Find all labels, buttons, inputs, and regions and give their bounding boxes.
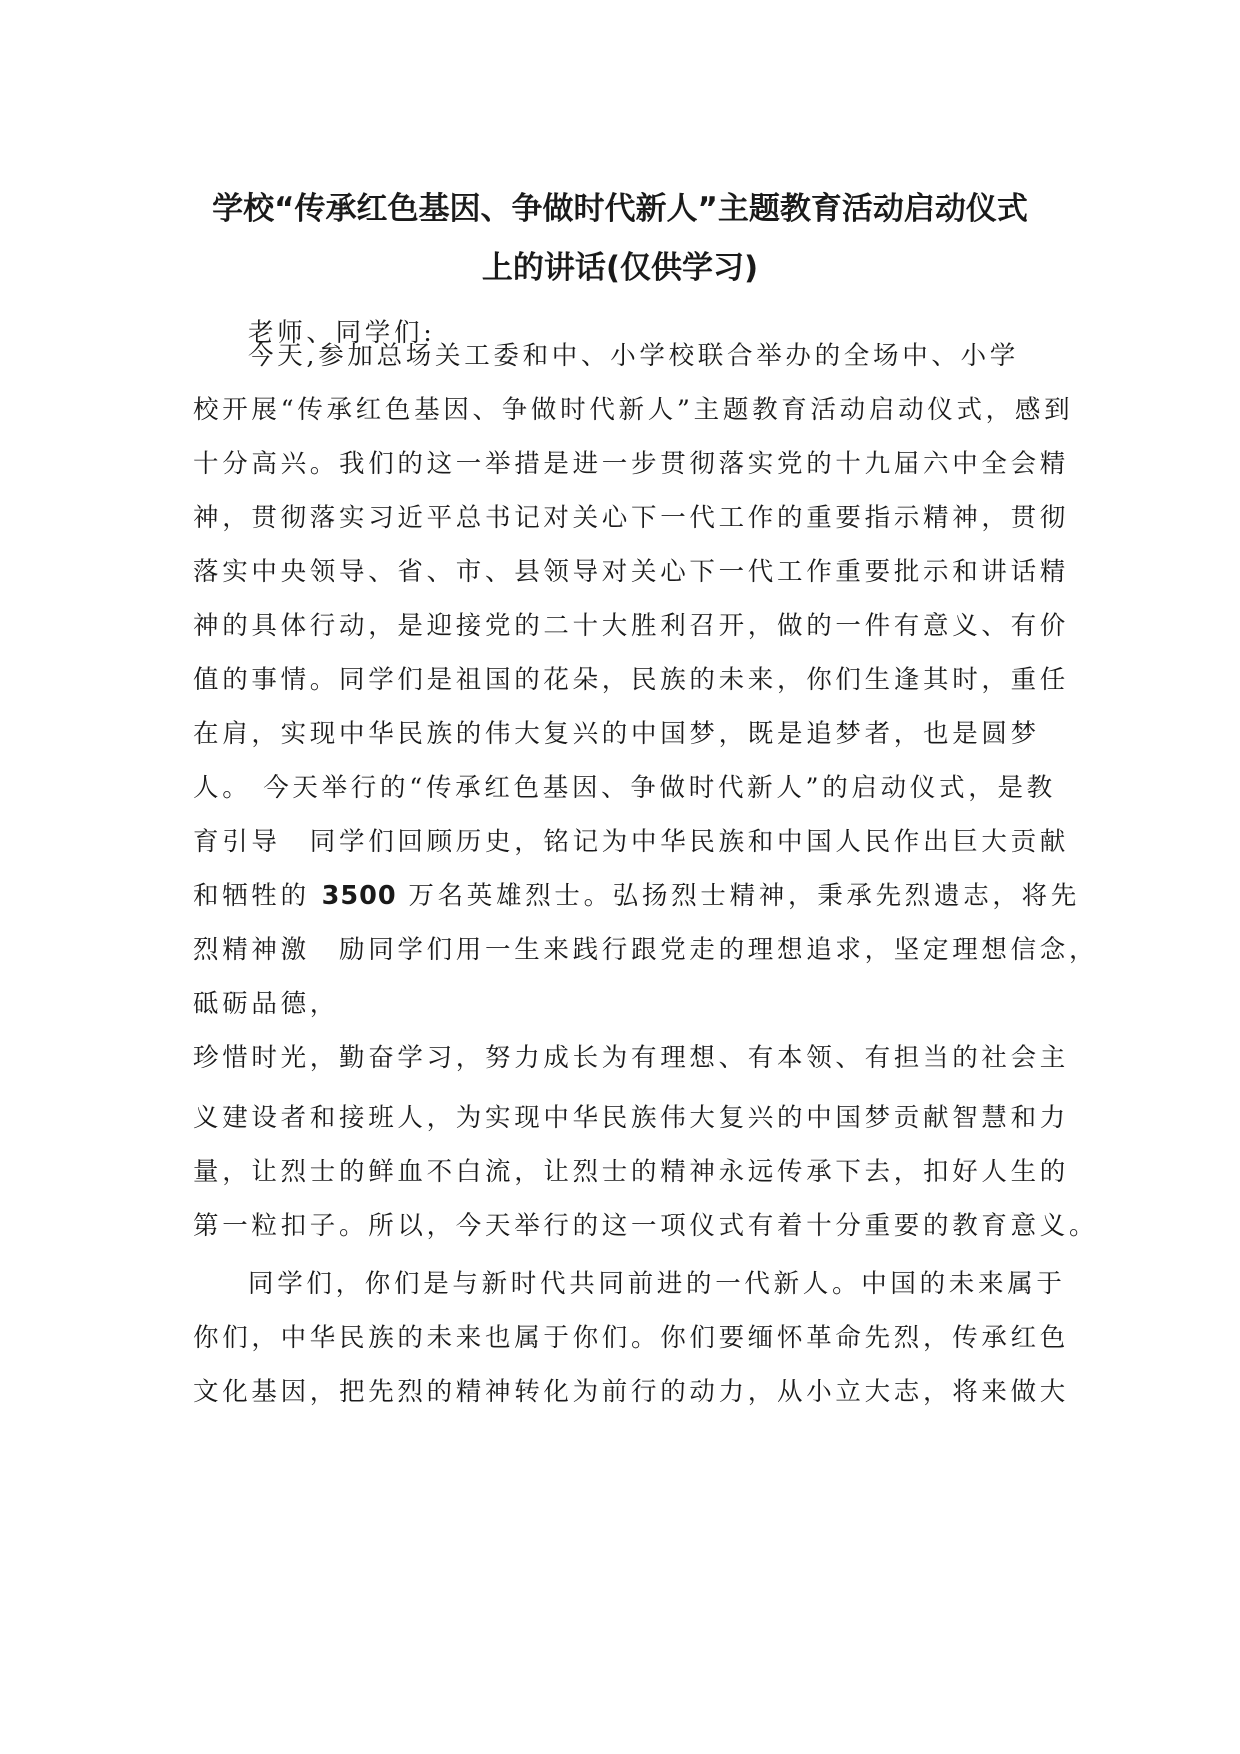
body-line-18: 同学们，你们是与新时代共同前进的一代新人。中国的未来属于 [248, 1269, 1066, 1299]
body-line-11-before: 和牺牲的 [193, 881, 322, 911]
body-line-8: 在肩，实现中华民族的伟大复兴的中国梦，既是追梦者，也是圆梦 [193, 719, 1040, 749]
body-line-2: 校开展“传承红色基因、争做时代新人”主题教育活动启动仪式，感到 [193, 395, 1074, 425]
body-line-1: 今天,参加总场关工委和中、小学校联合举办的全场中、小学 [248, 341, 1020, 371]
body-line-15: 义建设者和接班人，为实现中华民族伟大复兴的中国梦贡献智慧和力 [193, 1103, 1070, 1133]
body-line-13: 砥砺品德， [193, 989, 340, 1019]
body-line-5: 落实中央领导、省、市、县领导对关心下一代工作重要批示和讲话精 [193, 557, 1070, 587]
body-line-12: 烈精神激 励同学们用一生来践行跟党走的理想追求，坚定理想信念， [193, 935, 1099, 965]
document-title-line-1: 学校“传承红色基因、争做时代新人”主题教育活动启动仪式 [212, 191, 1028, 227]
body-line-20: 文化基因，把先烈的精神转化为前行的动力，从小立大志，将来做大 [193, 1377, 1070, 1407]
body-line-14: 珍惜时光，勤奋学习，努力成长为有理想、有本领、有担当的社会主 [193, 1043, 1070, 1073]
salutation: 老师、同学们: [248, 318, 436, 348]
body-line-11-after: 万名英雄烈士。弘扬烈士精神，秉承先烈遗志，将先 [396, 881, 1081, 911]
body-line-10: 育引导 同学们回顾历史，铭记为中华民族和中国人民作出巨大贡献 [193, 827, 1070, 857]
body-line-9: 人。 今天举行的“传承红色基因、争做时代新人”的启动仪式，是教 [193, 773, 1056, 803]
body-line-6: 神的具体行动，是迎接党的二十大胜利召开，做的一件有意义、有价 [193, 611, 1070, 641]
body-line-7: 值的事情。同学们是祖国的花朵，民族的未来，你们生逢其时，重任 [193, 665, 1070, 695]
body-line-4: 神，贯彻落实习近平总书记对关心下一代工作的重要指示精神，贯彻 [193, 503, 1070, 533]
martyr-count: 3500 [321, 881, 397, 911]
body-line-17: 第一粒扣子。所以，今天举行的这一项仪式有着十分重要的教育意义。 [193, 1211, 1099, 1241]
body-line-3: 十分高兴。我们的这一举措是进一步贯彻落实党的十九届六中全会精 [193, 449, 1070, 479]
body-line-19: 你们，中华民族的未来也属于你们。你们要缅怀革命先烈，传承红色 [193, 1323, 1070, 1353]
body-line-11 [193, 876, 1080, 916]
body-line-16: 量，让烈士的鲜血不白流，让烈士的精神永远传承下去，扣好人生的 [193, 1157, 1070, 1187]
document-title-line-2: 上的讲话(仅供学习) [481, 250, 759, 286]
